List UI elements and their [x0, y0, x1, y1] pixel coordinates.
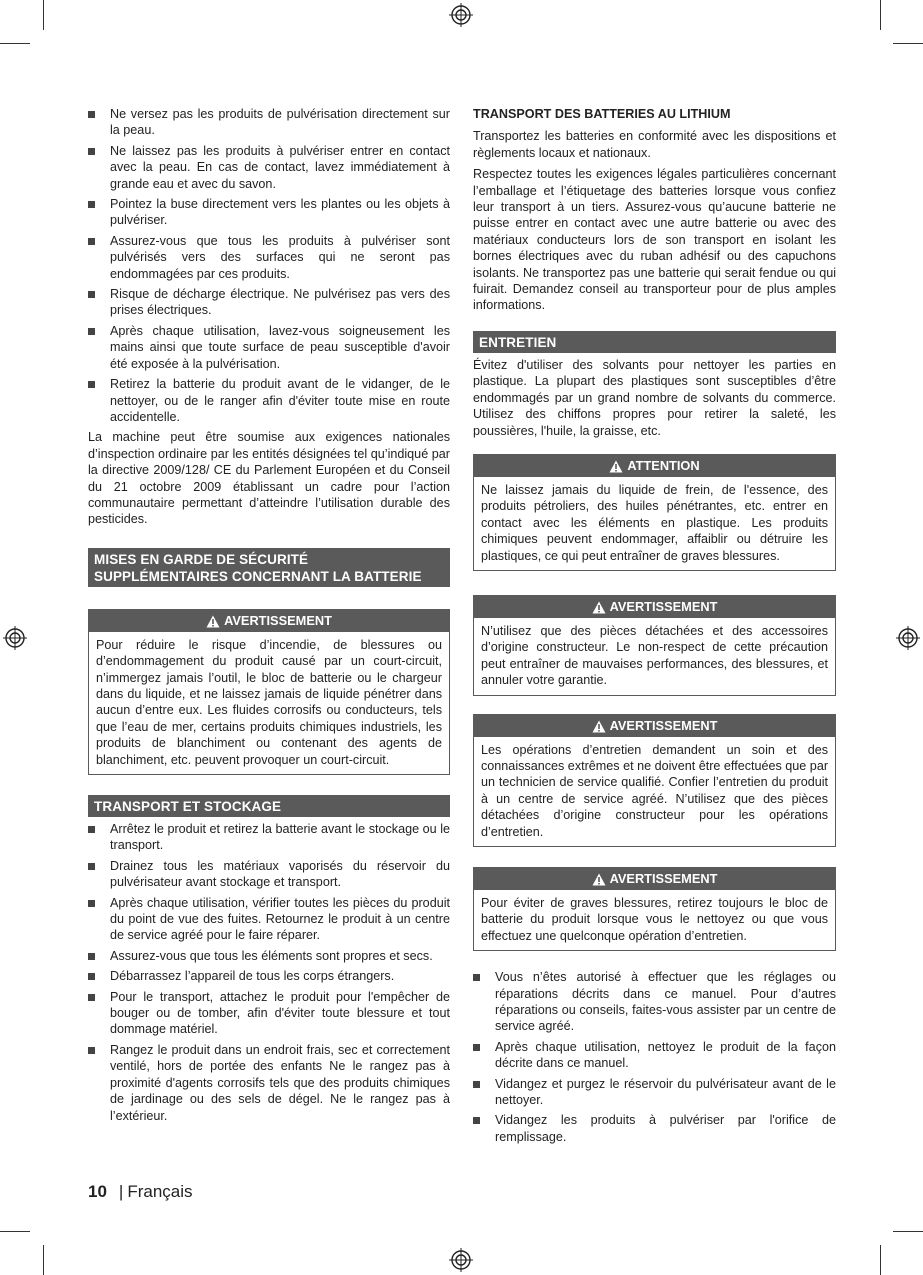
square-bullet-icon: [88, 900, 95, 907]
list-item: Ne laissez pas les produits à pulvériser entrer en contact avec la peau. En cas de contact, lavez immédiatement à grande eau et avec du savon.: [88, 143, 450, 192]
transport-bullet-list: [88, 821, 450, 1124]
registration-mark-icon: [3, 626, 27, 650]
list-item: Risque de décharge électrique. Ne pulvérisez pas vers des prises électriques.: [88, 286, 450, 319]
warning-triangle-icon: [609, 460, 623, 473]
square-bullet-icon: [473, 1117, 480, 1124]
warning-header: AVERTISSEMENT: [474, 715, 835, 737]
list-item: Pointez la buse directement vers les plantes ou les objets à pulvériser.: [88, 196, 450, 229]
parts-warning-box: [473, 595, 836, 696]
list-item: Après chaque utilisation, nettoyez le produit de la façon décrite dans ce manuel.: [473, 1039, 836, 1072]
crop-mark: [0, 1231, 30, 1232]
list-item: Vous n’êtes autorisé à effectuer que les réglages ou réparations décrits dans ce manuel. Pour d’autres réparations ou conseils, faites-vous assister par un centre de service agréé.: [473, 969, 836, 1035]
registration-mark-icon: [896, 626, 920, 650]
crop-mark: [43, 1245, 44, 1275]
square-bullet-icon: [88, 994, 95, 1001]
list-item: Vidangez les produits à pulvériser par l'orifice de remplissage.: [473, 1112, 836, 1145]
warning-text: Pour éviter de graves blessures, retirez toujours le bloc de batterie du produit lorsque vous le nettoyez ou que vous effectuez une quelconque opération d’entretien.: [481, 896, 828, 943]
square-bullet-icon: [88, 111, 95, 118]
left-column: [88, 106, 450, 1128]
registration-mark-icon: [449, 1248, 473, 1272]
maintenance-section-title: ENTRETIEN: [473, 331, 836, 353]
crop-mark: [880, 1245, 881, 1275]
square-bullet-icon: [88, 201, 95, 208]
square-bullet-icon: [473, 1044, 480, 1051]
list-item: Assurez-vous que tous les produits à pulvériser sont pulvérisés vers des surfaces qui ne seront pas endommagées par ces produits.: [88, 233, 450, 282]
footer-separator: |: [118, 1182, 124, 1201]
warning-triangle-icon: [206, 615, 220, 628]
square-bullet-icon: [88, 328, 95, 335]
footer-language: Français: [127, 1182, 193, 1201]
list-item: Drainez tous les matériaux vaporisés du réservoir du pulvérisateur avant stockage et transport.: [88, 858, 450, 891]
transport-storage-section-title: TRANSPORT ET STOCKAGE: [88, 795, 450, 817]
warning-header: AVERTISSEMENT: [89, 610, 449, 632]
attention-text: Ne laissez jamais du liquide de frein, de l'essence, des produits pétroliers, des huiles pénétrantes, etc. entrer en contact avec les éléments en plastique. Les produits chimiques peuvent endommager, affaiblir ou détruire les plastiques, ce qui peut entraîner de graves blessures.: [481, 482, 828, 563]
page-number: 10: [88, 1182, 107, 1201]
service-warning-box: [473, 714, 836, 847]
battery-warning-box: [88, 609, 450, 775]
square-bullet-icon: [473, 1081, 480, 1088]
list-item: Arrêtez le produit et retirez la batterie avant le stockage ou le transport.: [88, 821, 450, 854]
square-bullet-icon: [88, 291, 95, 298]
list-item: Débarrassez l’appareil de tous les corps étrangers.: [88, 968, 450, 984]
warning-header: AVERTISSEMENT: [474, 596, 835, 618]
right-column: [473, 106, 836, 1149]
list-item: Après chaque utilisation, vérifier toutes les pièces du produit du point de vue des fuites. Retournez le produit à un centre de service agréé pour le faire réparer.: [88, 895, 450, 944]
square-bullet-icon: [88, 238, 95, 245]
list-item: Après chaque utilisation, lavez-vous soigneusement les mains ainsi que toute surface de peau susceptible d'avoir été exposée à la pulvérisation.: [88, 323, 450, 372]
warning-header: AVERTISSEMENT: [474, 868, 835, 890]
square-bullet-icon: [88, 826, 95, 833]
warning-text: Pour réduire le risque d’incendie, de blessures ou d’endommagement du produit causé par un court-circuit, n’immergez jamais l’outil, le bloc de batterie ou le chargeur dans du liquide, et ne laissez jamais de liquide pénétrer dans aucun d’entre eux. Les fluides corrosifs ou conducteurs, tels que l’eau de mer, certains produits chimiques industriels, les produits de blanchiment ou contenant des agents de blanchiment, etc. peuvent provoquer un court-circuit.: [96, 637, 442, 767]
maintenance-paragraph: Évitez d'utiliser des solvants pour nettoyer les parties en plastique. La plupart des plastiques sont susceptibles d’être endommagés par un grand nombre de solvants du commerce. Utilisez des chiffons propres pour retirer la saleté, les poussières, l'huile, la graisse, etc.: [473, 357, 836, 438]
list-item: Rangez le produit dans un endroit frais, sec et correctement ventilé, hors de portée des enfants Ne le rangez pas à proximité d'agents corrosifs tels que des produits chimiques de jardinage ou des sels de dégel. Ne le rangez pas à l’extérieur.: [88, 1042, 450, 1124]
warning-triangle-icon: [592, 601, 606, 614]
crop-mark: [893, 1231, 923, 1232]
list-item: Pour le transport, attachez le produit pour l'empêcher de bouger ou de tomber, afin d'éviter toute blessure et tout dommage matériel.: [88, 989, 450, 1038]
square-bullet-icon: [88, 381, 95, 388]
lithium-paragraph-2: Respectez toutes les exigences légales particulières concernant l’emballage et l’étiquetage des batteries lorsque vous confiez leur transport à un tiers. Assurez-vous qu’aucune batterie ne puisse entrer en contact avec une autre batterie ou avec des matériaux conducteurs lors de son transport en isolant les bornes électriques avec du ruban adhésif ou des capuchons isolants. Ne transportez pas une batterie qui serait fendue ou qui fuirait. Demandez conseil au transporteur pour de plus amples informations.: [473, 167, 836, 313]
page-footer: [88, 1182, 193, 1202]
square-bullet-icon: [88, 973, 95, 980]
crop-mark: [893, 43, 923, 44]
warning-text: N’utilisez que des pièces détachées et des accessoires d’origine constructeur. Le non-respect de cette précaution peut entraîner de mauvaises performances, des blessures, et annuler votre garantie.: [481, 623, 828, 688]
warning-text: Les opérations d’entretien demandent un soin et des connaissances extrêmes et ne doivent être effectuées que par un technicien de service qualifié. Confier l’entretien du produit à un centre de service agréé. N’utilisez que des pièces détachées d’origine constructeur pour les opérations d’entretien.: [481, 742, 829, 839]
square-bullet-icon: [88, 148, 95, 155]
square-bullet-icon: [88, 1047, 95, 1054]
list-item: Retirez la batterie du produit avant de le vidanger, de le nettoyer, ou de le ranger afin d'éviter toute mise en route accidentelle.: [88, 376, 450, 425]
lithium-transport-title: TRANSPORT DES BATTERIES AU LITHIUM: [473, 107, 731, 121]
attention-box: [473, 454, 836, 571]
crop-mark: [0, 43, 30, 44]
crop-mark: [880, 0, 881, 30]
lithium-paragraph-1: Transportez les batteries en conformité avec les dispositions et règlements locaux et nationaux.: [473, 129, 836, 160]
square-bullet-icon: [88, 863, 95, 870]
safety-bullet-list: [88, 106, 450, 425]
list-item: Vidangez et purgez le réservoir du pulvérisateur avant de le nettoyer.: [473, 1076, 836, 1109]
warning-triangle-icon: [592, 873, 606, 886]
warning-triangle-icon: [592, 720, 606, 733]
cleaning-warning-box: [473, 867, 836, 951]
maintenance-bullet-list: [473, 969, 836, 1145]
attention-header: ATTENTION: [474, 455, 835, 477]
square-bullet-icon: [88, 953, 95, 960]
list-item: Ne versez pas les produits de pulvérisation directement sur la peau.: [88, 106, 450, 139]
registration-mark-icon: [449, 3, 473, 27]
directive-paragraph: La machine peut être soumise aux exigences nationales d’inspection ordinaire par les entités désignées tel qu’indiqué par la directive 2009/128/ CE du Parlement Européen et du Conseil du 21 octobre 2009 établissant un cadre pour l’action communautaire permettant d’atteindre l’utilisation durable des pesticides.: [88, 430, 450, 527]
battery-safety-section-title: MISES EN GARDE DE SÉCURITÉ SUPPLÉMENTAIRES CONCERNANT LA BATTERIE: [88, 548, 450, 587]
crop-mark: [43, 0, 44, 30]
list-item: Assurez-vous que tous les éléments sont propres et secs.: [88, 948, 450, 964]
square-bullet-icon: [473, 974, 480, 981]
